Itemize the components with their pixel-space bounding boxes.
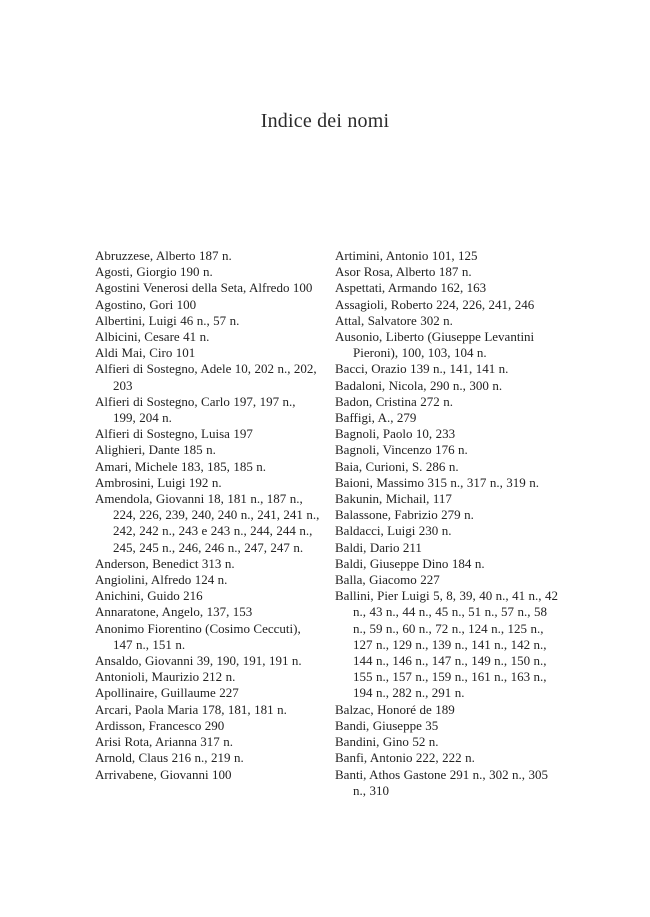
index-entry: Agosti, Giorgio 190 n. (95, 264, 213, 280)
index-entry: Ansaldo, Giovanni 39, 190, 191, 191 n. (95, 653, 302, 669)
page-title: Indice dei nomi (260, 110, 390, 132)
index-column-right (335, 248, 561, 799)
index-entry: Baldi, Giuseppe Dino 184 n. (335, 555, 485, 571)
index-entry: Bandi, Giuseppe 35 (335, 717, 439, 733)
index-entry: Baioni, Massimo 315 n., 317 n., 319 n. (335, 474, 539, 490)
index-entry: Amari, Michele 183, 185, 185 n. (95, 458, 267, 474)
index-entry: Artimini, Antonio 101, 125 (335, 248, 478, 263)
index-entry: Bandini, Gino 52 n. (335, 734, 439, 750)
index-entry: Aldi Mai, Ciro 101 (95, 345, 196, 361)
index-entry: Anonimo Fiorentino (Cosimo Ceccuti), 147 n., 151 n. (95, 620, 301, 652)
index-entry: Albicini, Cesare 41 n. (95, 329, 210, 345)
index-entry: Bagnoli, Vincenzo 176 n. (335, 442, 468, 458)
index-entry: Banfi, Antonio 222, 222 n. (335, 750, 475, 766)
index-entry: Aspettati, Armando 162, 163 (335, 280, 487, 296)
index-entry: Baffigi, A., 279 (335, 410, 417, 426)
index-column-left (95, 248, 321, 783)
index-entry: Baldi, Dario 211 (335, 539, 422, 555)
index-entry: Ambrosini, Luigi 192 n. (95, 474, 222, 490)
index-entry: Abruzzese, Alberto 187 n. (95, 248, 232, 263)
index-entry: Albertini, Luigi 46 n., 57 n. (95, 312, 240, 328)
index-entry: Badaloni, Nicola, 290 n., 300 n. (335, 377, 503, 393)
index-entry: Alfieri di Sostegno, Carlo 197, 197 n., 199, 204 n. (95, 393, 296, 426)
index-entry: Arisi Rota, Arianna 317 n. (95, 734, 234, 750)
index-entry: Balla, Giacomo 227 (335, 572, 440, 588)
index-entry: Banti, Athos Gastone 291 n., 302 n., 305 n., 310 (335, 766, 549, 798)
index-entry: Arcari, Paola Maria 178, 181, 181 n. (95, 701, 287, 717)
index-entry: Amendola, Giovanni 18, 181 n., 187 n., 224, 226, 239, 240, 240 n., 241, 241 n., 242, 242 n., 243 e 243 n., 244, 244 n., 245, 245 n., 246, 246 n., 247, 247 n. (95, 491, 320, 555)
index-entry: Ardisson, Francesco 290 (95, 717, 225, 733)
index-entry: Ausonio, Liberto (Giuseppe Levantini Pieroni), 100, 103, 104 n. (335, 329, 535, 361)
index-entry: Alfieri di Sostegno, Adele 10, 202 n., 202, 203 (95, 361, 317, 393)
index-entry: Assagioli, Roberto 224, 226, 241, 246 (335, 296, 535, 312)
index-entry: Bagnoli, Paolo 10, 233 (335, 426, 456, 442)
index-entry: Asor Rosa, Alberto 187 n. (335, 264, 472, 280)
index-entry: Agostino, Gori 100 (95, 296, 197, 312)
index-entry: Baldacci, Luigi 230 n. (335, 523, 452, 539)
index-entry: Antonioli, Maurizio 212 n. (95, 669, 236, 685)
index-entry: Agostini Venerosi della Seta, Alfredo 100 (95, 280, 313, 296)
index-entry: Annaratone, Angelo, 137, 153 (95, 604, 253, 620)
index-entry: Ballini, Pier Luigi 5, 8, 39, 40 n., 41 n., 42 n., 43 n., 44 n., 45 n., 51 n., 57 n., 58 n., 59 n., 60 n., 72 n., 124 n., 125 n., 127 n., 129 n., 139 n., 141 n., 142 n., 144 n., 146 n., 147 n., 149 n., 150 n., 155 n., 157 n., 159 n., 161 n., 163 n., 194 n., 282 n., 291 n. (335, 588, 558, 701)
index-entry: Balassone, Fabrizio 279 n. (335, 507, 474, 523)
index-entry: Arnold, Claus 216 n., 219 n. (95, 750, 244, 766)
index-entry: Balzac, Honoré de 189 (335, 701, 455, 717)
index-entry: Anderson, Benedict 313 n. (95, 555, 235, 571)
index-entry: Badon, Cristina 272 n. (335, 393, 453, 409)
index-entry: Alighieri, Dante 185 n. (95, 442, 216, 458)
index-entry: Angiolini, Alfredo 124 n. (95, 572, 228, 588)
index-entry: Baia, Curioni, S. 286 n. (335, 458, 459, 474)
index-entry: Anichini, Guido 216 (95, 588, 203, 604)
index-entry: Bakunin, Michail, 117 (335, 491, 452, 507)
index-entry: Attal, Salvatore 302 n. (335, 312, 453, 328)
index-entry: Arrivabene, Giovanni 100 (95, 766, 232, 782)
index-entry: Alfieri di Sostegno, Luisa 197 (95, 426, 253, 442)
index-entry: Bacci, Orazio 139 n., 141, 141 n. (335, 361, 509, 377)
index-entry: Apollinaire, Guillaume 227 (95, 685, 239, 701)
